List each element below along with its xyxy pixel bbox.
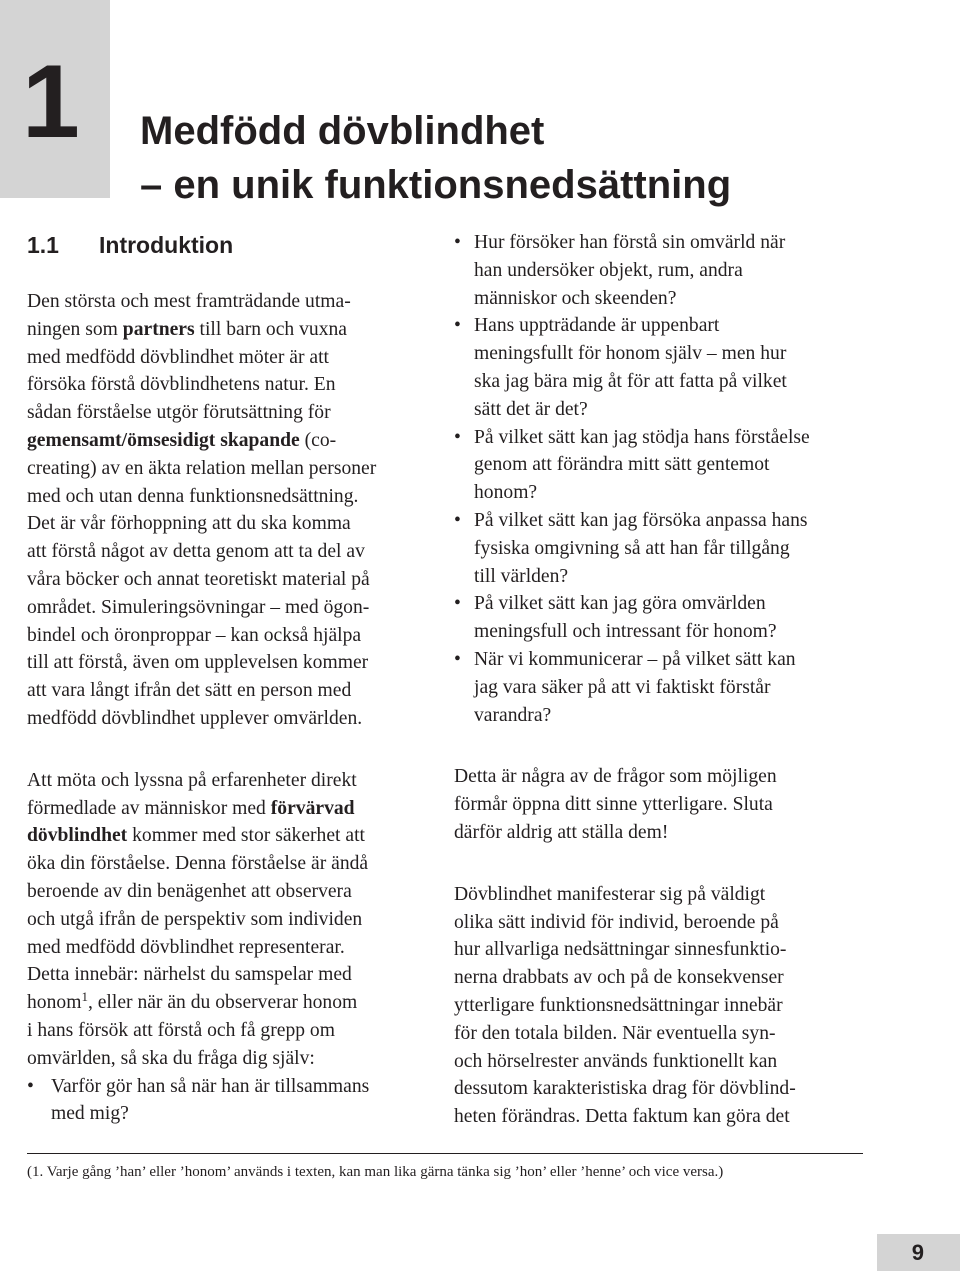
text-line: olika sätt individ för individ, beroende på (454, 911, 779, 933)
text-line: sådan förståelse utgör förutsättning för (27, 402, 331, 424)
term-co-creating: gemensamt/ömsesidigt skapande (27, 429, 300, 451)
chapter-title-line-1: Medfödd dövblindhet (140, 109, 545, 153)
footnote-marker: 1 (81, 989, 88, 1005)
section-number: 1.1 (27, 232, 59, 258)
section-title: Introduktion (99, 232, 234, 258)
footnote-divider (27, 1153, 863, 1154)
text-line: våra böcker och annat teoretiskt material på (27, 568, 370, 590)
text-line: bindel och öronproppar – kan också hjälpa (27, 624, 362, 646)
text-line: dövblindhet kommer med stor säkerhet att (27, 825, 365, 847)
text-line: att vara långt ifrån det sätt en person med (27, 680, 352, 702)
text-line: och hörselrester används funktionellt kan (454, 1050, 778, 1072)
questions-paragraph (454, 763, 864, 846)
text-line: Det är vår förhoppning att du ska komma (27, 513, 351, 535)
term-dovblindhet: dövblindhet (27, 825, 128, 847)
text-line: området. Simuleringsövningar – med ögon- (27, 596, 370, 618)
text-line: creating) av en äkta relation mellan personer (27, 457, 377, 479)
paragraph-gap (454, 729, 864, 763)
text-line: att förstå något av detta genom att ta del av (27, 541, 365, 563)
text-line: till att förstå, även om upplevelsen kommer (27, 652, 369, 674)
text-line: och utgå ifrån de perspektiv som individen (27, 908, 363, 930)
text-line: gemensamt/ömsesidigt skapande (co- (27, 429, 337, 451)
text-line: öka din förståelse. Denna förståelse är ändå (27, 853, 369, 875)
text-line: därför aldrig att ställa dem! (454, 821, 669, 843)
text-line: med medfödd dövblindhet representerar. (27, 936, 345, 958)
experience-paragraph (27, 767, 427, 1073)
text-line: honom$^1$, eller när än du observerar honom (27, 989, 358, 1014)
footnote: (1. Varje gång ’han’ eller ’honom’ används i texten, kan man lika gärna tänka sig ’hon’ eller ’henne’ och vice versa.) (27, 1164, 724, 1180)
chapter-title (140, 104, 731, 212)
text-line: för den totala bilden. När eventuella syn- (454, 1022, 776, 1044)
term-forvarvad: förvärvad (270, 797, 355, 819)
list-item: • Hur försöker han förstå sin omvärld när han undersöker objekt, rum, andra människor och skeenden? (454, 229, 864, 312)
list-item: • På vilket sätt kan jag göra omvärlden meningsfull och intressant för honom? (454, 590, 864, 646)
list-item: • Hans uppträdande är uppenbart meningsfullt för honom själv – men hur ska jag bära mig åt för att fatta på vilket sätt det är det? (454, 312, 864, 423)
manifestation-paragraph (454, 881, 864, 1131)
list-item: • På vilket sätt kan jag stödja hans förståelse genom att förändra mitt sätt gentemot honom? (454, 424, 864, 507)
chapter-title-line-2: – en unik funktionsnedsättning (140, 163, 732, 207)
chapter-number-box (0, 0, 110, 198)
left-column (27, 288, 427, 1128)
text-line: Dövblindhet manifesterar sig på väldigt (454, 883, 766, 905)
text-line: ytterligare funktionsnedsättningar innebär (454, 994, 783, 1016)
list-item: • Varför gör han så när han är tillsammans med mig? (27, 1073, 427, 1129)
text-line: försöka förstå dövblindhetens natur. En (27, 374, 336, 396)
text-line: i hans försök att förstå och få grepp om (27, 1019, 335, 1041)
section-heading (27, 229, 233, 261)
text-line: förmår öppna ditt sinne ytterligare. Sluta (454, 794, 773, 816)
text-line: dessutom karakteristiska drag för dövblind- (454, 1078, 796, 1100)
term-partners: partners (122, 318, 195, 340)
text-line: beroende av din benägenhet att observera (27, 880, 352, 902)
question-list-right (454, 229, 864, 729)
text-line: Detta är några av de frågor som möjligen (454, 766, 777, 788)
list-item: • När vi kommunicerar – på vilket sätt kan jag vara säker på att vi faktiskt förstår varandra? (454, 646, 864, 729)
paragraph-gap (27, 733, 427, 767)
page-number: 9 (911, 1240, 924, 1265)
right-column (454, 229, 864, 1131)
text-line: omvärlden, så ska du fråga dig själv: (27, 1047, 315, 1069)
intro-paragraph (27, 288, 427, 733)
paragraph-gap (454, 847, 864, 881)
text-line: ningen som partners till barn och vuxna (27, 318, 347, 340)
text-line: Detta innebär: närhelst du samspelar med (27, 964, 352, 986)
question-list-left (27, 1073, 427, 1129)
text-line: nerna drabbats av och på de konsekvenser (454, 967, 784, 989)
text-line: Att möta och lyssna på erfarenheter direkt (27, 769, 357, 791)
list-item: • På vilket sätt kan jag försöka anpassa hans fysiska omgivning så att han får tillgång till världen? (454, 507, 864, 590)
text-line: medfödd dövblindhet upplever omvärlden. (27, 707, 363, 729)
text-line: hur allvarliga nedsättningar sinnesfunktio- (454, 939, 787, 961)
text-line: Den största och mest framträdande utma- (27, 291, 351, 312)
text-line: förmedlade av människor med förvärvad (27, 797, 355, 819)
text-line: med och utan denna funktionsnedsättning. (27, 485, 359, 507)
page-number-box (877, 1234, 960, 1271)
text-line: heten förändras. Detta faktum kan göra det (454, 1106, 790, 1128)
text-line: med medfödd dövblindhet möter är att (27, 346, 329, 368)
chapter-number: 1 (22, 44, 78, 160)
